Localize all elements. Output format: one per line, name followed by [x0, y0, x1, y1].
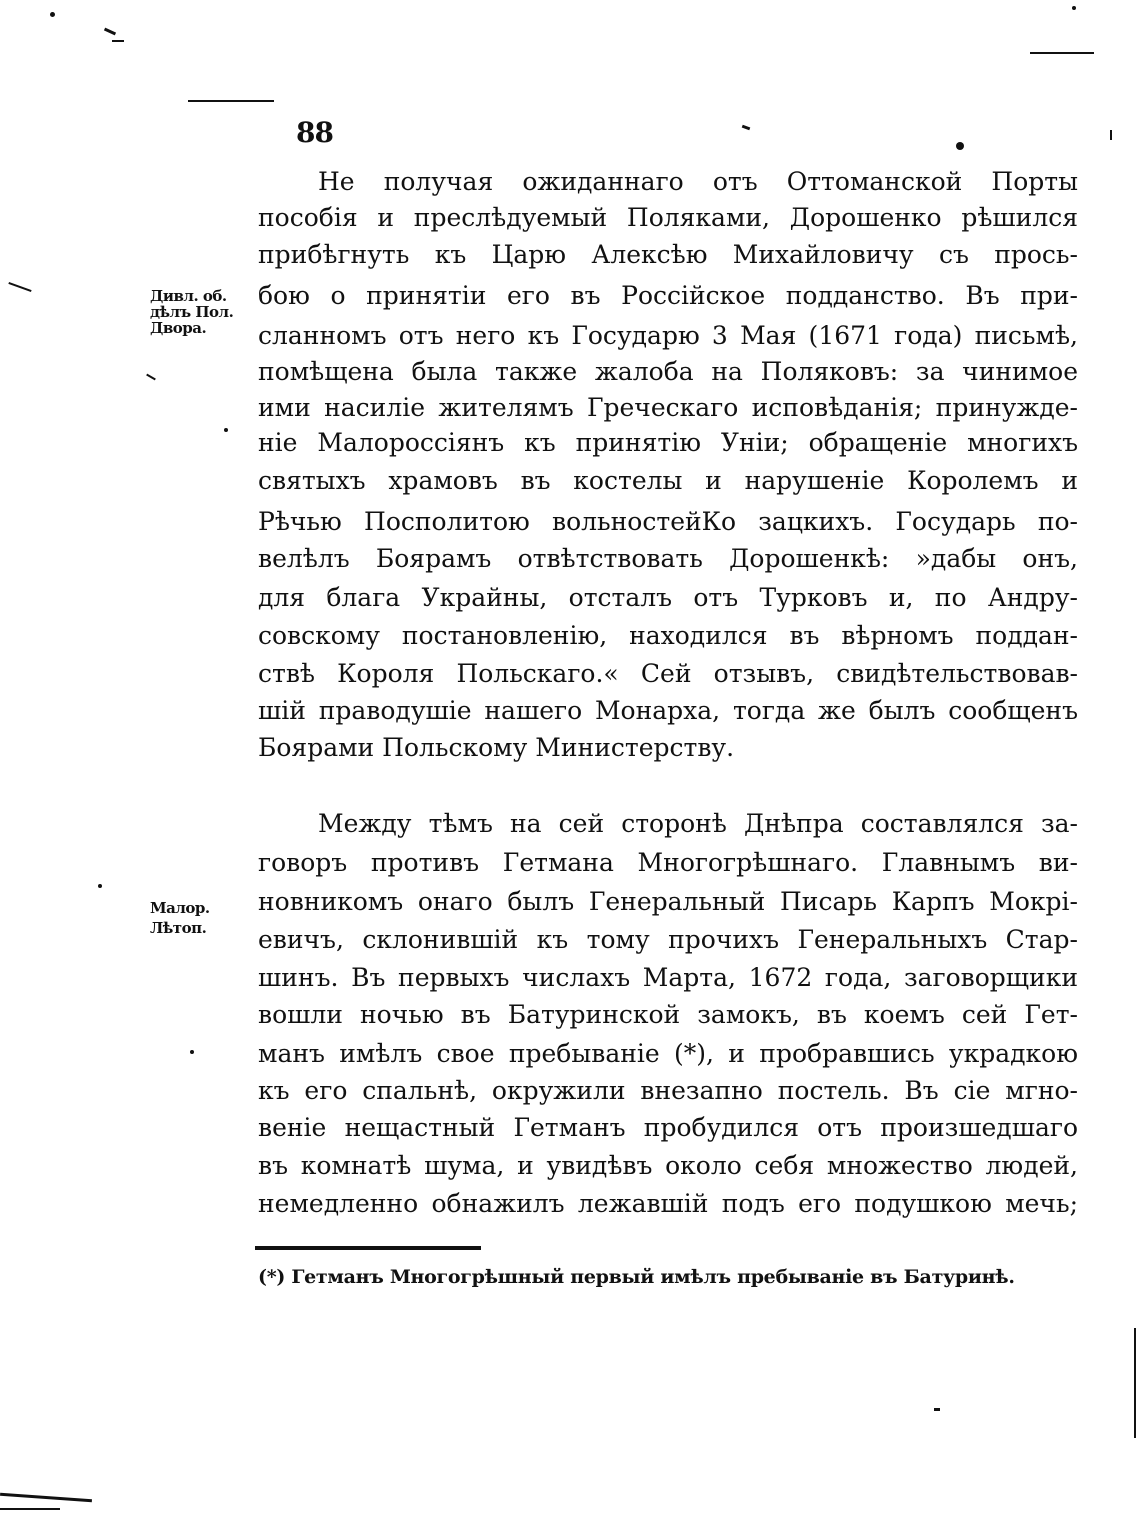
text-line: для блага Украйны, отсталъ отъ Турковъ и, по Андру-: [258, 583, 1078, 612]
text-line: совскому постановленію, находился въ вѣрномъ поддан-: [258, 621, 1078, 650]
text-line: ими насиліе жителямъ Греческаго исповѣданія; принужде-: [258, 393, 1078, 422]
margin-note-line: Двора.: [150, 319, 207, 337]
text-line: шій праводушіе нашего Монарха, тогда же былъ сообщенъ: [258, 696, 1078, 725]
scan-speck: [98, 884, 102, 888]
margin-note-line: Дивл. об.: [150, 287, 227, 305]
footnote: (*) Гетманъ Многогрѣшный первый имѣлъ пребываніе въ Батуринѣ.: [258, 1266, 1015, 1288]
scan-speck: [956, 142, 964, 150]
margin-note-2: [150, 898, 260, 938]
text-line: святыхъ храмовъ въ костелы и нарушеніе Королемъ и: [258, 466, 1078, 495]
scan-speck: [8, 282, 31, 292]
text-line: Не получая ожиданнаго отъ Оттоманской Порты: [318, 167, 1078, 196]
text-line: ствѣ Короля Польскаго.« Сей отзывъ, свидѣтельствовав-: [258, 659, 1078, 688]
text-line: ніе Малороссіянъ къ принятію Уніи; обращеніе многихъ: [258, 428, 1078, 457]
scan-speck: [934, 1408, 940, 1411]
text-line: вошли ночью въ Батуринской замокъ, въ коемъ сей Гет-: [258, 1000, 1078, 1029]
text-line: немедленно обнажилъ лежавшій подъ его подушкою мечь;: [258, 1189, 1078, 1218]
text-line: въ комнатѣ шума, и увидѣвъ около себя множество людей,: [258, 1151, 1078, 1180]
page-number: 88: [296, 116, 333, 149]
text-line: Боярами Польскому Министерству.: [258, 733, 735, 762]
scan-speck: [1072, 6, 1076, 10]
scan-speck: [224, 428, 228, 432]
text-line: шинъ. Въ первыхъ числахъ Марта, 1672 года, заговорщики: [258, 963, 1078, 992]
text-line: веніе нещастный Гетманъ пробудился отъ произшедшаго: [258, 1113, 1078, 1142]
text-line: евичъ, склонившій къ тому прочихъ Генеральныхъ Стар-: [258, 925, 1078, 954]
scan-speck: [742, 125, 751, 131]
scan-line: [0, 1493, 92, 1502]
scan-line: [1030, 52, 1094, 54]
margin-note-line: Лѣтоп.: [150, 919, 207, 937]
text-line: манъ имѣлъ свое пребываніе (*), и пробравшись украдкою: [258, 1039, 1078, 1068]
text-line: прибѣгнуть къ Царю Алексѣю Михайловичу съ прось-: [258, 240, 1078, 269]
scan-speck: [146, 374, 156, 381]
text-line: помѣщена была также жалоба на Поляковъ: за чинимое: [258, 357, 1078, 386]
margin-note-1: [150, 286, 260, 338]
text-line: велѣлъ Боярамъ отвѣтствовать Дорошенкѣ: »дабы онъ,: [258, 544, 1078, 573]
text-line: Рѣчью Посполитою вольностейКо зацкихъ. Государь по-: [258, 507, 1078, 536]
text-line: бою о принятіи его въ Россійское подданство. Въ при-: [258, 281, 1078, 310]
text-line: сланномъ отъ него къ Государю 3 Мая (1671 года) письмѣ,: [258, 321, 1078, 350]
scan-speck: [190, 1050, 194, 1054]
text-line: къ его спальнѣ, окружили внезапно постель. Въ сіе мгно-: [258, 1076, 1078, 1105]
scan-speck: [104, 28, 116, 36]
text-line: пособія и преслѣдуемый Поляками, Дорошенко рѣшился: [258, 203, 1078, 232]
footnote-rule: [255, 1246, 481, 1250]
text-line: Между тѣмъ на сей сторонѣ Днѣпра составлялся за-: [318, 809, 1078, 838]
scan-line: [1134, 1328, 1136, 1438]
scan-speck: [112, 40, 124, 42]
text-line: новникомъ онаго былъ Генеральный Писарь Карпъ Мокрі-: [258, 887, 1078, 916]
scan-speck: [50, 12, 55, 17]
text-line: говоръ противъ Гетмана Многогрѣшнаго. Главнымъ ви-: [258, 848, 1078, 877]
scan-speck: [1110, 130, 1112, 140]
margin-note-line: Малор.: [150, 899, 210, 917]
scan-line: [0, 1508, 60, 1510]
margin-note-line: дѣлъ Пол.: [150, 303, 234, 321]
scan-line: [188, 100, 274, 102]
